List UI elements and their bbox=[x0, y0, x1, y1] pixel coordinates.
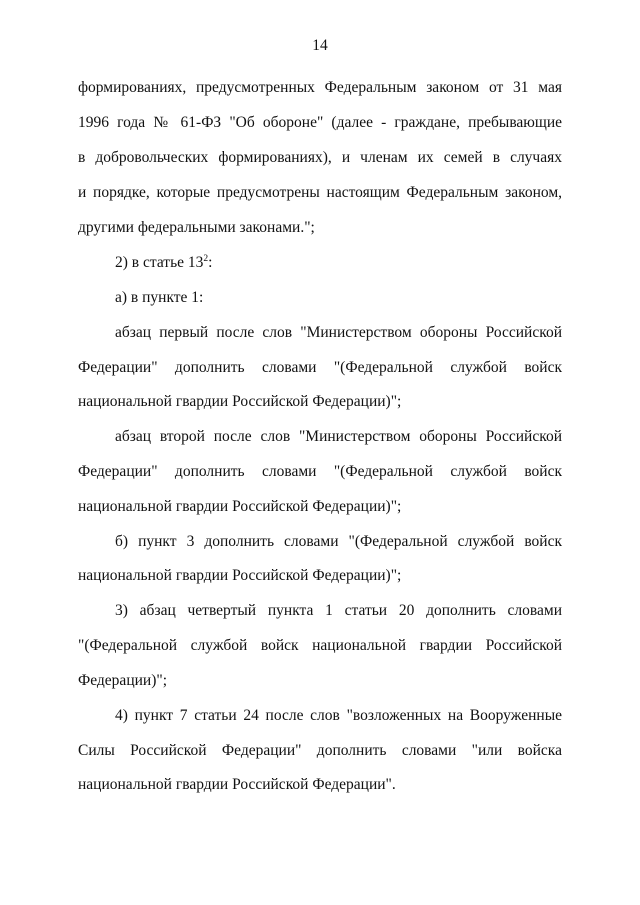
text-line: б) пункт 3 дополнить словами "(Федеральной службой войск bbox=[115, 533, 562, 550]
text-line: абзац второй после слов "Министерством обороны Российской bbox=[115, 428, 562, 445]
text-line: формированиях, предусмотренных Федеральным законом от 31 мая bbox=[78, 79, 562, 96]
text-line: 1996 года № 61-ФЗ "Об обороне" (далее - граждане, пребывающие bbox=[78, 114, 562, 131]
text-line: и порядке, которые предусмотрены настоящим Федеральным законом, bbox=[78, 184, 562, 201]
text-line: Федерации" дополнить словами "(Федеральной службой войск bbox=[78, 359, 562, 376]
text-line: Федерации" дополнить словами "(Федеральной службой войск bbox=[78, 463, 562, 480]
text-line: национальной гвардии Российской Федерации)"; bbox=[78, 498, 402, 515]
text-line: 4) пункт 7 статьи 24 после слов "возложенных на Вооруженные bbox=[115, 707, 562, 724]
text-line: Силы Российской Федерации" дополнить словами "или войска bbox=[78, 742, 562, 759]
text-line: Федерации)"; bbox=[78, 672, 167, 689]
text-line: национальной гвардии Российской Федерации)"; bbox=[78, 393, 402, 410]
text-line: "(Федеральной службой войск национальной гвардии Российской bbox=[78, 637, 562, 654]
text-line: национальной гвардии Российской Федерации)"; bbox=[78, 567, 402, 584]
text-fragment: : bbox=[208, 254, 213, 271]
text-line: другими федеральными законами."; bbox=[78, 219, 315, 236]
text-line: 3) абзац четвертый пункта 1 статьи 20 дополнить словами bbox=[115, 602, 562, 619]
text-line bbox=[115, 253, 562, 273]
text-line: в добровольческих формированиях), и членам их семей в случаях bbox=[78, 149, 562, 166]
text-line: а) в пункте 1: bbox=[115, 289, 204, 306]
text-line: национальной гвардии Российской Федерации". bbox=[78, 776, 396, 793]
text-fragment: 2) в статье 13 bbox=[115, 254, 204, 271]
superscript: 2 bbox=[203, 253, 209, 264]
page-number: 14 bbox=[312, 37, 328, 54]
text-line: абзац первый после слов "Министерством обороны Российской bbox=[115, 324, 562, 341]
